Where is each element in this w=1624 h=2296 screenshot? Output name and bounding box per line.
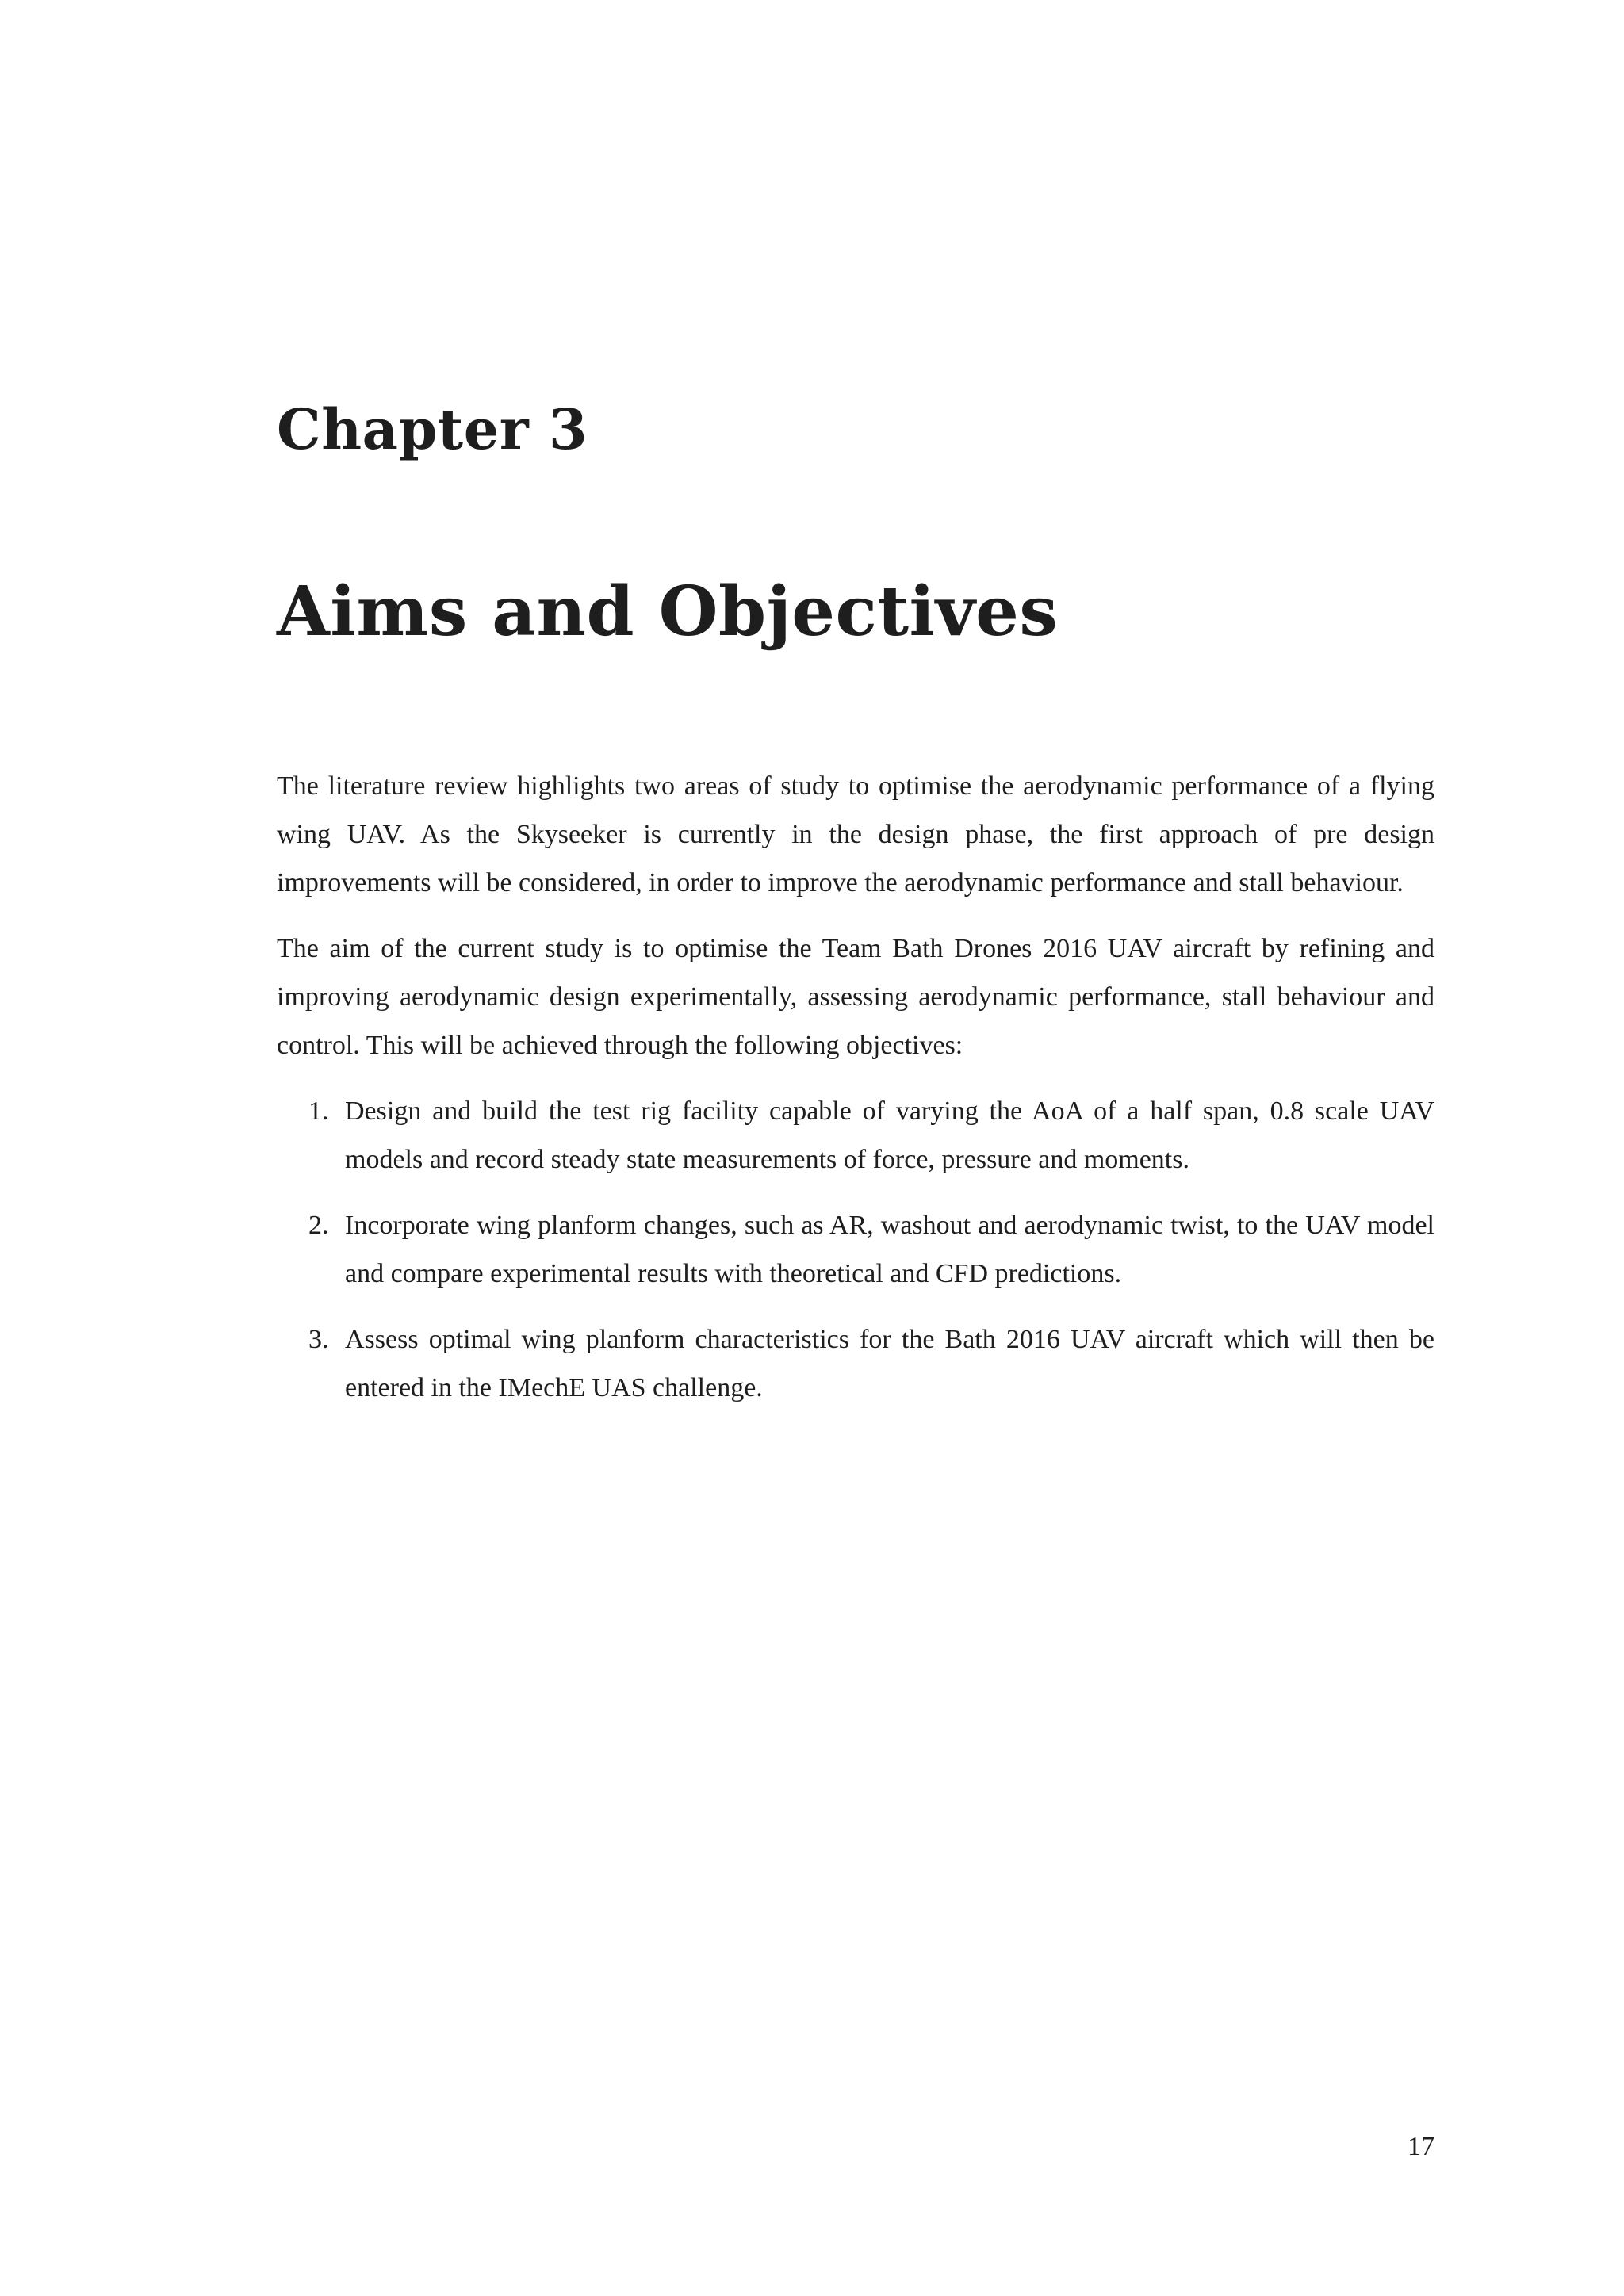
paragraph-literature-review: The literature review highlights two areas of study to optimise the aerodynamic performance of a flying wing UAV. As the Skyseeker is currently in the design phase, the first approach of pre design improvements will be considered, in order to improve the aerodynamic performance and stall behaviour. [277,771,1434,898]
page-number: 17 [1408,2132,1434,2161]
objective-text: Design and build the test rig facility capable of varying the AoA of a half span, 0.8 scale UAV models and record steady state measurements of force, pressure and moments. [345,1096,1434,1175]
objective-item [277,1315,1434,1412]
objective-number: 1. [308,1096,329,1127]
objective-text: Assess optimal wing planform characteristics for the Bath 2016 UAV aircraft which will then be entered in the IMechE UAS challenge. [345,1325,1434,1403]
paragraph-study-aim: The aim of the current study is to optimise the Team Bath Drones 2016 UAV aircraft by refining and improving aerodynamic design experimentally, assessing aerodynamic performance, stall behaviour and control. This will be achieved through the following objectives: [277,934,1434,1061]
chapter-body [277,762,1434,1412]
objective-number: 2. [308,1211,329,1241]
objective-item [277,1087,1434,1184]
chapter-title: Aims and Objectives [277,572,1059,652]
page-content [277,396,1434,1429]
objective-number: 3. [308,1325,329,1355]
objectives-list [277,1087,1434,1412]
objective-text: Incorporate wing planform changes, such as AR, washout and aerodynamic twist, to the UAV model and compare experimental results with theoretical and CFD predictions. [345,1211,1434,1289]
chapter-label: Chapter 3 [277,396,588,462]
objective-item [277,1201,1434,1298]
